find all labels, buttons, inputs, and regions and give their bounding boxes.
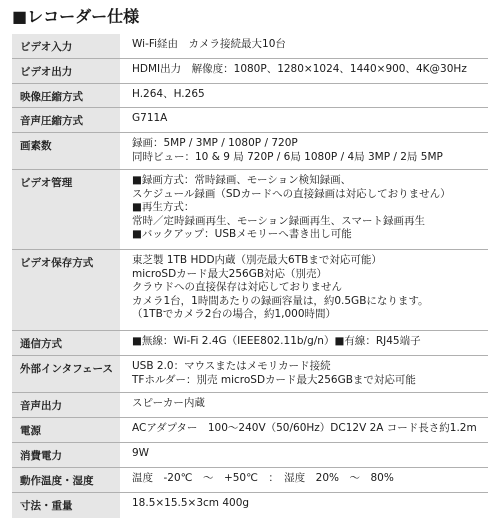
spec-value xyxy=(120,170,488,249)
spec-value xyxy=(120,493,488,518)
spec-label: 外部インタフェース xyxy=(12,356,120,392)
spec-label: 寸法・重量 xyxy=(12,493,120,518)
spec-value-line: ■無線：Wi-Fi 2.4G（IEEE802.11b/g/n）■有線：RJ45端子 xyxy=(132,335,421,347)
spec-value-line: USB 2.0：マウスまたはメモリカード接続 xyxy=(132,360,331,372)
spec-label: ビデオ保存方式 xyxy=(12,250,120,330)
spec-value-line: 同時ビュー：10 & 9 局 720P / 6局 1080P / 4局 3MP / 2局 5MP xyxy=(132,150,443,163)
spec-value xyxy=(120,393,488,417)
spec-value-line: 温度 -20℃ ～ +50℃ ： 湿度 20% ～ 80% xyxy=(132,472,394,484)
spec-value-line: 9W xyxy=(132,447,150,459)
spec-value-line: HDMI出力 解像度：1080P、1280×1024、1440×900、4K@30Hz xyxy=(132,63,467,75)
page-title: ■レコーダー仕様 xyxy=(12,7,140,26)
spec-row xyxy=(12,108,488,133)
spec-value-line: 録画：5MP / 3MP / 1080P / 720P xyxy=(132,137,298,149)
spec-row xyxy=(12,493,488,518)
spec-label: 映像圧縮方式 xyxy=(12,84,120,107)
spec-label: 消費電力 xyxy=(12,443,120,467)
spec-value-line: クラウドへの直接保存は対応しておりません xyxy=(132,281,342,293)
spec-row xyxy=(12,356,488,393)
spec-row xyxy=(12,34,488,59)
spec-value-line: 東芝製 1TB HDD内蔵（別売最大6TBまで対応可能） xyxy=(132,254,382,266)
spec-value-line: TFホルダー：別売 microSDカード最大256GBまで対応可能 xyxy=(132,373,416,386)
spec-row xyxy=(12,331,488,356)
spec-label: 音声出力 xyxy=(12,393,120,417)
spec-value xyxy=(120,468,488,492)
spec-value xyxy=(120,84,488,107)
spec-value-line: ACアダプター 100～240V（50/60Hz）DC12V 2A コード長さ約1.2m xyxy=(132,422,477,434)
spec-row xyxy=(12,250,488,331)
spec-value-line: 18.5×15.5×3cm 400g xyxy=(132,497,250,509)
spec-value xyxy=(120,356,488,392)
spec-value-line: ■バックアップ：USBメモリーへ書き出し可能 xyxy=(132,228,352,240)
spec-value-line: Wi-Fi経由 カメラ接続最大10台 xyxy=(132,38,286,50)
spec-value xyxy=(120,418,488,442)
spec-label: 通信方式 xyxy=(12,331,120,355)
spec-value xyxy=(120,250,488,330)
spec-row xyxy=(12,59,488,84)
spec-value-line: ■再生方式： xyxy=(132,201,195,213)
spec-table xyxy=(12,34,488,518)
spec-value-line: スピーカー内蔵 xyxy=(132,397,205,409)
spec-value-line: ■録画方式：常時録画、モーション検知録画、 xyxy=(132,174,352,186)
spec-value-line: （1TBでカメラ2台の場合，約1,000時間） xyxy=(132,308,337,320)
spec-row xyxy=(12,418,488,443)
spec-label: 電源 xyxy=(12,418,120,442)
spec-label: 動作温度・湿度 xyxy=(12,468,120,492)
spec-value-line: G711A xyxy=(132,112,168,124)
spec-row xyxy=(12,468,488,493)
spec-row xyxy=(12,443,488,468)
spec-row xyxy=(12,170,488,250)
spec-row xyxy=(12,133,488,170)
spec-label: 音声圧縮方式 xyxy=(12,108,120,132)
spec-value xyxy=(120,331,488,355)
spec-label: 画素数 xyxy=(12,133,120,169)
spec-row xyxy=(12,84,488,108)
spec-value xyxy=(120,443,488,467)
spec-value xyxy=(120,34,488,58)
spec-value-line: 常時／定時録画再生、モーション録画再生、スマート録画再生 xyxy=(132,214,425,227)
spec-value-line: カメラ1台，1時間あたりの録画容量は，約0.5GBになります。 xyxy=(132,294,429,307)
spec-row xyxy=(12,393,488,418)
spec-label: ビデオ管理 xyxy=(12,170,120,249)
spec-value xyxy=(120,59,488,83)
spec-value xyxy=(120,133,488,169)
spec-value xyxy=(120,108,488,132)
spec-value-line: H.264、H.265 xyxy=(132,88,205,100)
spec-value-line: microSDカード最大256GB対応（別売） xyxy=(132,267,328,280)
spec-value-line: スケジュール録画（SDカードへの直接録画は対応しておりません） xyxy=(132,187,451,200)
spec-label: ビデオ入力 xyxy=(12,34,120,58)
spec-label: ビデオ出力 xyxy=(12,59,120,83)
